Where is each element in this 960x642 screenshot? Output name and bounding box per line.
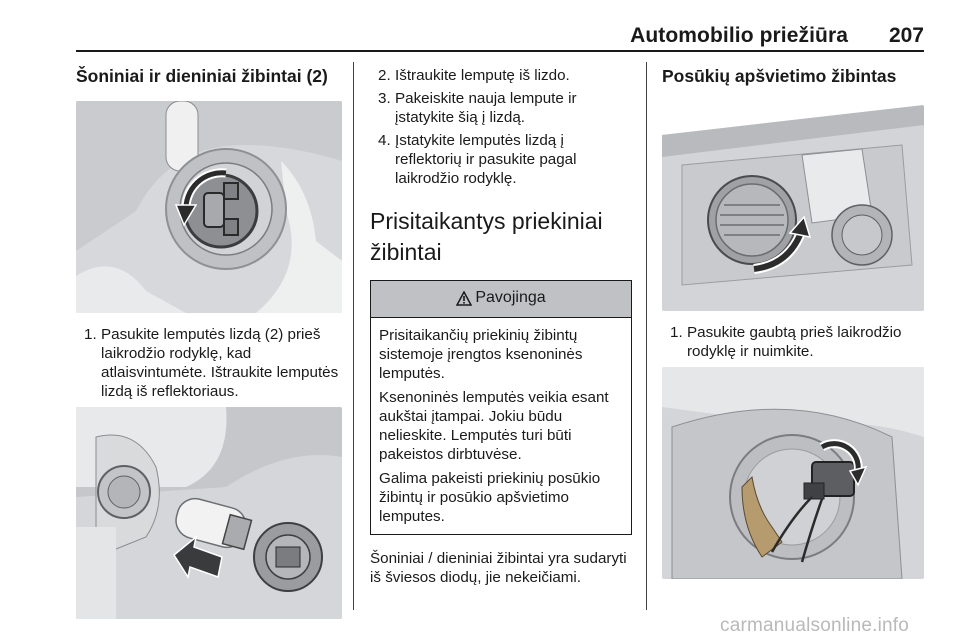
column-1 (76, 60, 342, 619)
column-divider-1 (353, 62, 354, 610)
step-number: 2. (378, 67, 391, 84)
step-number: 1. (84, 326, 97, 343)
watermark: carmanualsonline.info (720, 615, 910, 636)
section-title-line2: žibintai (370, 239, 442, 265)
warning-body (371, 318, 631, 534)
warning-header (371, 281, 631, 318)
step-number: 3. (378, 90, 391, 107)
column-2 (370, 60, 632, 587)
warning-paragraph: Galima pakeisti priekinių posūkio žibintų ir posūkio apšvietimo lemputes. (379, 470, 601, 525)
step-item (370, 131, 632, 188)
warning-paragraph: Ksenoninės lemputės veikia esant aukštai įtampai. Jokiu būdu nelieskite. Lemputės turi būti pakeistos dirbtuvėse. (379, 389, 609, 463)
column1-steps (76, 325, 342, 401)
step-number: 1. (670, 324, 683, 341)
bulb-socket-drawing (76, 101, 342, 313)
bulb-removal-drawing (76, 407, 342, 619)
adaptive-headlights-title (370, 206, 632, 268)
column2-steps (370, 66, 632, 188)
bulb-removal-illustration (76, 407, 342, 619)
page-number: 207 (888, 24, 924, 47)
step-item (662, 323, 924, 361)
cornering-cover-drawing (662, 105, 924, 311)
led-note: Šoniniai / dieniniai žibintai yra sudaryti iš šviesos diodų, jie nekeičiami. (370, 550, 627, 586)
header-rule (76, 50, 924, 52)
warning-box (370, 280, 632, 535)
step-text: Įstatykite lemputės lizdą į reflektorių ir pasukite pagal laikrodžio rodyklę. (395, 132, 577, 187)
cornering-bulb-illustration (662, 367, 924, 579)
cornering-bulb-drawing (662, 367, 924, 579)
section-title-line1: Prisitaikantys priekiniai (370, 208, 603, 234)
cornering-light-heading: Posūkių apšvietimo žibintas (662, 66, 897, 86)
step-text: Ištraukite lemputę iš lizdo. (395, 67, 570, 84)
step-number: 4. (378, 132, 391, 149)
side-lights-heading: Šoniniai ir dieniniai žibintai (2) (76, 66, 328, 86)
step-item (76, 325, 342, 401)
step-text: Pakeiskite nauja lempute ir įstatykite šią į lizdą. (395, 90, 577, 126)
column-divider-2 (646, 62, 647, 610)
warning-paragraph: Prisitaikančių priekinių žibintų sistemoje įrengtos ksenoninės lemputės. (379, 327, 583, 382)
step-text: Pasukite gaubtą prieš laikrodžio rodyklę ir nuimkite. (687, 324, 902, 360)
warning-triangle-icon (456, 291, 472, 306)
warning-title: Pavojinga (475, 289, 546, 306)
column-3 (662, 60, 924, 579)
running-header-title: Automobilio priežiūra (630, 24, 848, 47)
step-item (370, 89, 632, 127)
cornering-cover-illustration (662, 105, 924, 311)
step-item (370, 66, 632, 85)
column3-steps (662, 323, 924, 361)
bulb-socket-illustration (76, 101, 342, 313)
step-text: Pasukite lemputės lizdą (2) prieš laikrodžio rodyklę, kad atlaisvintumėte. Ištraukite lemputės lizdą iš reflektoriaus. (101, 326, 339, 400)
